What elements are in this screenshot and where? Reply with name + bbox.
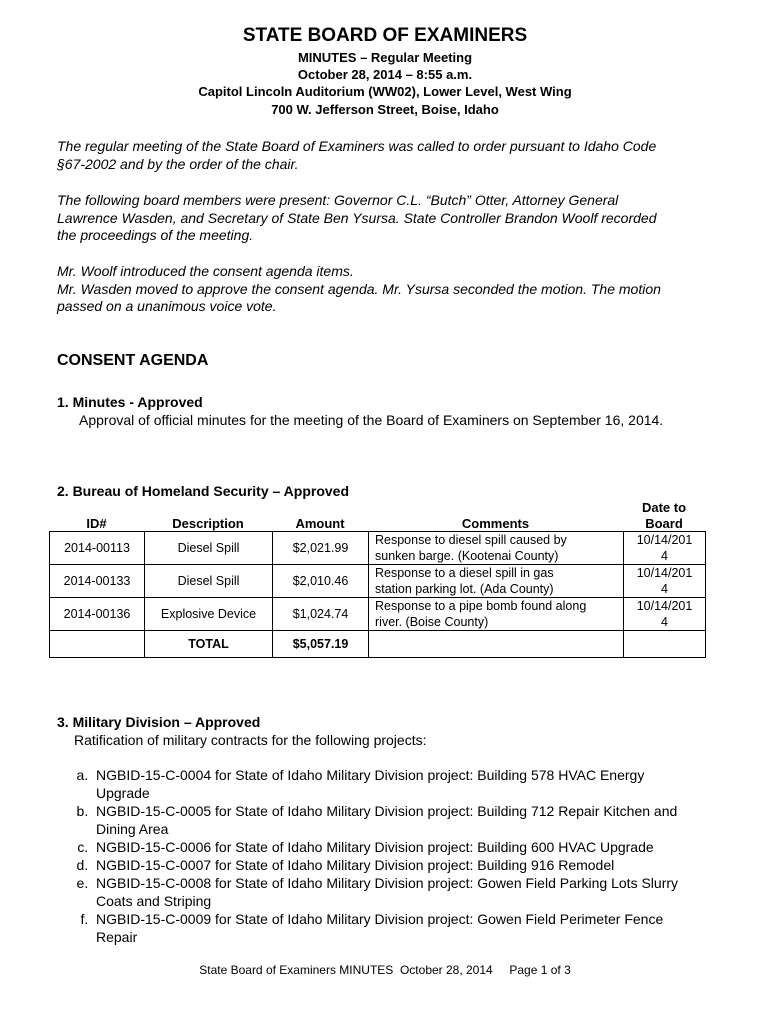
cell-comments: Response to a pipe bomb found along river. (Boise County): [369, 598, 624, 631]
meeting-location: Capitol Lincoln Auditorium (WW02), Lower Level, West Wing: [198, 84, 572, 99]
cell-empty: [624, 631, 706, 658]
intro-paragraph-motion: Mr. Woolf introduced the consent agenda items. Mr. Wasden moved to approve the consent agenda. Mr. Ysursa seconded the motion. The motion passed on a unanimous voice vote.: [57, 263, 661, 314]
total-amount: $5,057.19: [273, 631, 369, 658]
homeland-security-table: [49, 531, 706, 658]
cell-amount: $2,021.99: [273, 532, 369, 565]
intro-paragraph-members-present: The following board members were present: Governor C.L. “Butch” Otter, Attorney General Lawrence Wasden, and Secretary of State Ben Ysursa. State Controller Brandon Woolf recorded the proceedings of the meeting.: [57, 192, 657, 243]
meeting-address: 700 W. Jefferson Street, Boise, Idaho: [271, 102, 499, 117]
list-item: a. NGBID-15-C-0004 for State of Idaho Military Division project: Building 578 HVAC Energy Upgrade: [57, 766, 737, 802]
col-header-description: Description: [172, 516, 244, 531]
meeting-date: October 28, 2014 – 8:55 a.m.: [297, 67, 473, 82]
military-projects-list: [57, 766, 737, 946]
cell-id: 2014-00133: [50, 565, 145, 598]
cell-description: Diesel Spill: [145, 532, 273, 565]
item-1-text: Approval of official minutes for the meeting of the Board of Examiners on September 16, 2014.: [79, 412, 664, 428]
list-marker: b.: [76, 803, 89, 819]
consent-agenda-heading: CONSENT AGENDA: [57, 352, 209, 369]
list-marker: c.: [77, 839, 89, 855]
col-header-amount: Amount: [295, 516, 345, 531]
cell-date: 10/14/201 4: [624, 565, 706, 598]
cell-empty: [50, 631, 145, 658]
list-item: c. NGBID-15-C-0006 for State of Idaho Military Division project: Building 600 HVAC Upgrade: [57, 838, 737, 856]
cell-description: Explosive Device: [145, 598, 273, 631]
list-marker: e.: [76, 875, 89, 891]
cell-description: Diesel Spill: [145, 565, 273, 598]
col-header-date: Date to Board: [641, 500, 687, 531]
cell-date: 10/14/201 4: [624, 532, 706, 565]
cell-comments: Response to a diesel spill in gas station parking lot. (Ada County): [369, 565, 624, 598]
table-row: [50, 598, 706, 631]
table-row: [50, 565, 706, 598]
cell-amount: $2,010.46: [273, 565, 369, 598]
list-item: f. NGBID-15-C-0009 for State of Idaho Military Division project: Gowen Field Perimeter Fence Repair: [57, 910, 737, 946]
list-item: d. NGBID-15-C-0007 for State of Idaho Military Division project: Building 916 Remodel: [57, 856, 737, 874]
col-header-comments: Comments: [461, 516, 530, 531]
list-marker: f.: [80, 911, 89, 927]
item-3-heading: 3. Military Division – Approved: [57, 714, 261, 730]
meeting-type: MINUTES – Regular Meeting: [297, 50, 473, 65]
list-item: e. NGBID-15-C-0008 for State of Idaho Military Division project: Gowen Field Parking Lots Slurry Coats and Striping: [57, 874, 737, 910]
cell-id: 2014-00136: [50, 598, 145, 631]
list-marker: d.: [76, 857, 89, 873]
table-total-row: [50, 631, 706, 658]
cell-amount: $1,024.74: [273, 598, 369, 631]
page-footer: State Board of Examiners MINUTES October 28, 2014 Page 1 of 3: [199, 963, 571, 977]
item-3-text: Ratification of military contracts for the following projects:: [74, 732, 427, 748]
total-label: TOTAL: [145, 631, 273, 658]
intro-paragraph-call-to-order: The regular meeting of the State Board of Examiners was called to order pursuant to Idaho Code §67-2002 and by the order of the chair.: [57, 138, 657, 172]
cell-empty: [369, 631, 624, 658]
list-marker: a.: [76, 767, 89, 783]
list-item: b. NGBID-15-C-0005 for State of Idaho Military Division project: Building 712 Repair Kitchen and Dining Area: [57, 802, 737, 838]
table-row: [50, 532, 706, 565]
document-title: STATE BOARD OF EXAMINERS: [242, 25, 528, 46]
cell-id: 2014-00113: [50, 532, 145, 565]
col-header-id: ID#: [86, 516, 107, 531]
cell-date: 10/14/201 4: [624, 598, 706, 631]
item-2-heading: 2. Bureau of Homeland Security – Approved: [57, 483, 349, 499]
cell-comments: Response to diesel spill caused by sunken barge. (Kootenai County): [369, 532, 624, 565]
item-1-heading: 1. Minutes - Approved: [57, 394, 203, 410]
